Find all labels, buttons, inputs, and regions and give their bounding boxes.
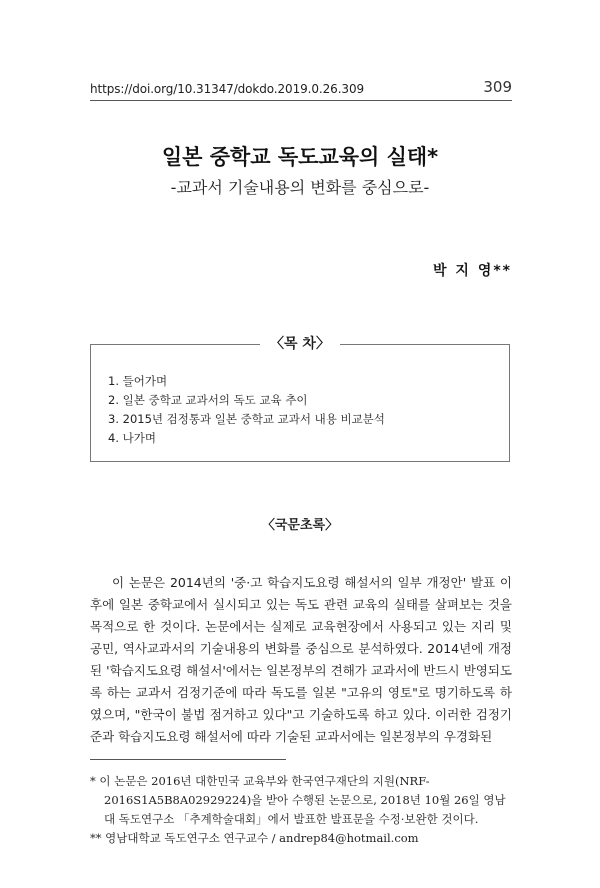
paper-title: 일본 중학교 독도교육의 실태* <box>161 145 439 169</box>
footnote-2: ** 영남대학교 독도연구소 연구교수 / andrep84@hotmail.com <box>90 831 419 845</box>
footnote-rule <box>90 759 286 760</box>
abstract-body <box>90 572 512 748</box>
author-name: 박 지 영** <box>433 263 512 279</box>
header-rule <box>90 100 512 101</box>
page-number: 309 <box>483 78 512 96</box>
toc-title <box>0 333 600 353</box>
toc-item: 4. 나가며 <box>108 431 156 445</box>
abstract-heading: 〈국문초록〉 <box>261 518 339 533</box>
footnote-1: * 이 논문은 2016년 대한민국 교육부와 한국연구재단의 지원(NRF-2016S1A5B8A02929224)을 받아 수행된 논문으로, 2018년 10월 26일 영남대 독도연구소 「추계학술대회」에서 발표한 발표문을 수정·보완한 것이다. <box>90 774 506 826</box>
doi-link[interactable]: https://doi.org/10.31347/dokdo.2019.0.26.309 <box>90 82 365 96</box>
abstract-paragraph: 이 논문은 2014년의 '중·고 학습지도요령 해설서의 일부 개정안' 발표 이후에 일본 중학교에서 실시되고 있는 독도 관련 교육의 실태를 살펴보는 것을 목적으로 한 것이다. 논문에서는 실제로 교육현장에서 사용되고 있는 지리 및 공민, 역사교과서의 기술내용의 변화를 중심으로 분석하였다. 2014년에 개정된 '학습지도요령 해설서'에서는 일본정부의 견해가 교과서에 반드시 반영되도록 하는 교과서 검정기준에 따라 독도를 일본 "고유의 영토"로 명기하도록 하였으며, "한국이 불법 점거하고 있다"고 기술하도록 하고 있다. 이러한 검정기준과 학습지도요령 해설서에 따라 기술된 교과서에는 일본정부의 우경화된 <box>90 575 512 744</box>
toc-title-label: 〈목 차〉 <box>260 336 340 352</box>
toc-list <box>108 372 385 448</box>
toc-item: 3. 2015년 검정통과 일본 중학교 교과서 내용 비교분석 <box>108 412 385 426</box>
paper-subtitle: -교과서 기술내용의 변화를 중심으로- <box>170 178 430 197</box>
toc-item: 2. 일본 중학교 교과서의 독도 교육 추이 <box>108 393 308 407</box>
footnotes <box>90 772 512 848</box>
toc-item: 1. 들어가며 <box>108 374 168 388</box>
